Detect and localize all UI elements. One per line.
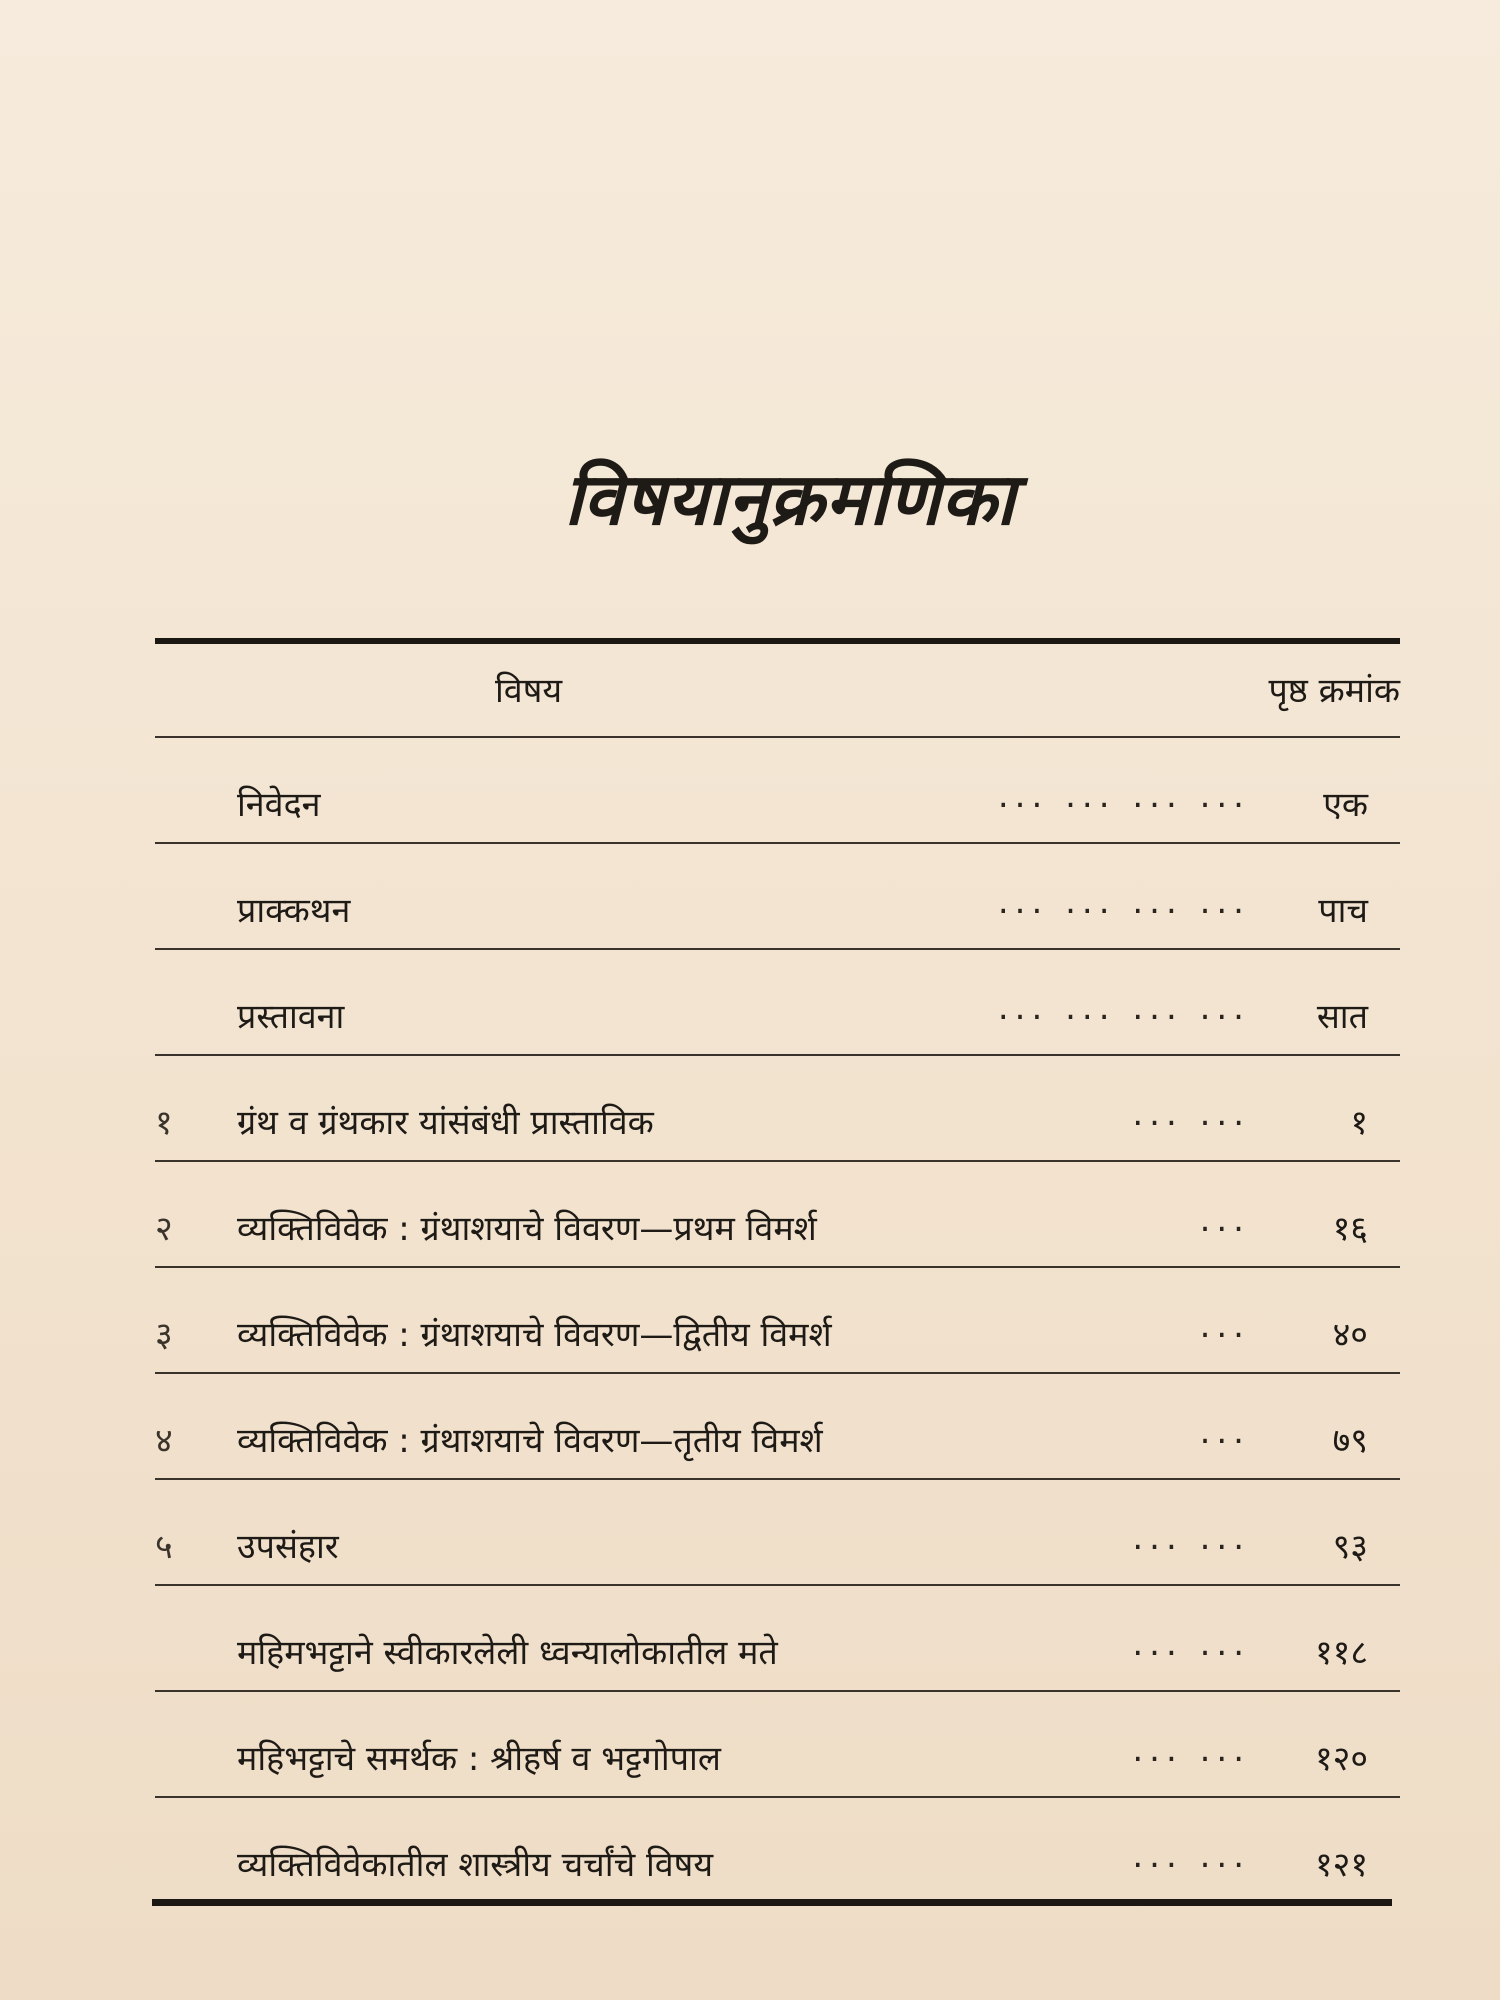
entry-title: व्यक्तिविवेक : ग्रंथाशयाचे विवरण—तृतीय विमर्श xyxy=(237,1421,823,1461)
entry-page: ९३ xyxy=(1332,1527,1368,1567)
entry-title: महिमभट्टाने स्वीकारलेली ध्वन्यालोकातील मते xyxy=(237,1633,778,1673)
contents-row xyxy=(155,738,1400,844)
entry-page: ४० xyxy=(1332,1315,1368,1355)
contents-row xyxy=(155,1798,1400,1902)
dot-leaders: ... ... xyxy=(1132,1094,1250,1134)
header-page-number: पृष्ठ क्रमांक xyxy=(1268,671,1400,711)
page-title: विषयानुक्रमणिका xyxy=(564,456,1016,541)
contents-row xyxy=(155,950,1400,1056)
entry-page: ७९ xyxy=(1332,1421,1368,1461)
chapter-number: ५ xyxy=(155,1527,173,1567)
contents-row xyxy=(155,1480,1400,1586)
chapter-number: १ xyxy=(155,1103,173,1143)
contents-row xyxy=(155,1162,1400,1268)
dot-leaders: ... ... xyxy=(1132,1730,1250,1770)
entry-page: १ xyxy=(1350,1103,1368,1143)
entry-page: १२० xyxy=(1314,1739,1368,1779)
dot-leaders: ... ... xyxy=(1132,1836,1250,1876)
entry-title: व्यक्तिविवेकातील शास्त्रीय चर्चांचे विषय xyxy=(237,1845,714,1885)
entry-title: प्रस्तावना xyxy=(237,997,345,1037)
chapter-number: २ xyxy=(155,1209,173,1249)
entry-page: पाच xyxy=(1318,891,1368,931)
entry-title: प्राक्कथन xyxy=(237,891,351,931)
contents-table xyxy=(155,638,1400,1902)
chapter-number: ३ xyxy=(155,1315,173,1355)
dot-leaders: ... ... ... ... xyxy=(997,882,1250,922)
entry-title: ग्रंथ व ग्रंथकार यांसंबंधी प्रास्ताविक xyxy=(237,1103,654,1143)
dot-leaders: ... ... xyxy=(1132,1624,1250,1664)
entry-title: व्यक्तिविवेक : ग्रंथाशयाचे विवरण—द्वितीय विमर्श xyxy=(237,1315,832,1355)
contents-row xyxy=(155,1268,1400,1374)
contents-row xyxy=(155,1374,1400,1480)
contents-row xyxy=(155,1056,1400,1162)
entry-page: १६ xyxy=(1332,1209,1368,1249)
contents-row xyxy=(155,1692,1400,1798)
header-subject: विषय xyxy=(495,671,563,711)
dot-leaders: ... xyxy=(1199,1306,1250,1346)
entry-title: व्यक्तिविवेक : ग्रंथाशयाचे विवरण—प्रथम विमर्श xyxy=(237,1209,817,1249)
contents-row xyxy=(155,844,1400,950)
dot-leaders: ... ... ... ... xyxy=(997,776,1250,816)
entry-title: निवेदन xyxy=(237,785,321,825)
table-header xyxy=(155,644,1400,738)
contents-row xyxy=(155,1586,1400,1692)
dot-leaders: ... xyxy=(1199,1412,1250,1452)
entry-title: महिभट्टाचे समर्थक : श्रीहर्ष व भट्टगोपाल xyxy=(237,1739,721,1779)
dot-leaders: ... ... xyxy=(1132,1518,1250,1558)
entry-page: एक xyxy=(1323,785,1368,825)
chapter-number: ४ xyxy=(155,1421,173,1461)
entry-page: ११८ xyxy=(1314,1633,1368,1673)
dot-leaders: ... ... ... ... xyxy=(997,988,1250,1028)
entry-title: उपसंहार xyxy=(237,1527,339,1567)
bottom-rule xyxy=(152,1899,1392,1906)
dot-leaders: ... xyxy=(1199,1200,1250,1240)
entry-page: सात xyxy=(1316,997,1368,1037)
entry-page: १२१ xyxy=(1314,1845,1368,1885)
